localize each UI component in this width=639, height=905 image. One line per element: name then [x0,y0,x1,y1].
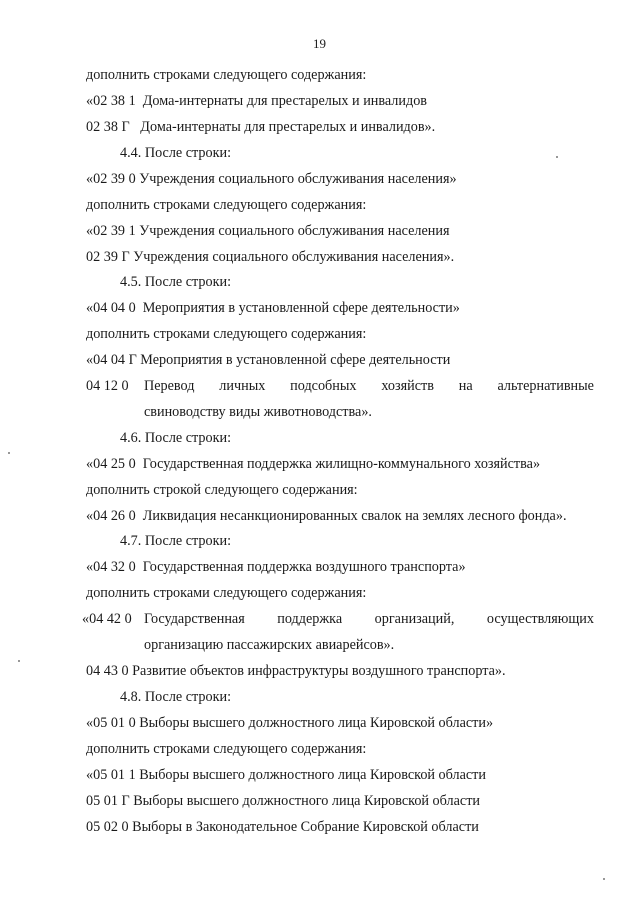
text-line: 02 38 Г Дома-интернаты для престарелых и инвалидов». [86,119,436,135]
scan-speck [8,452,10,454]
text-line: «05 01 1 Выборы высшего должностного лица Кировской области [86,767,486,783]
section-heading: 4.4. После строки: [120,145,232,161]
text-line: «02 39 1 Учреждения социального обслуживания населения [86,223,450,239]
text-line: «02 39 0 Учреждения социального обслуживания населения» [86,171,457,187]
text-line: организацию пассажирских авиарейсов». [144,637,395,653]
text-line: 04 43 0 Развитие объектов инфраструктуры воздушного транспорта». [86,663,506,679]
word: поддержка [277,611,343,627]
word: организаций, [374,611,455,627]
text-line: «04 25 0 Государственная поддержка жилищно-коммунального хозяйства» [86,456,541,472]
word: Государственная [144,611,245,627]
text-line: свиноводству виды животноводства». [144,404,372,420]
text-line: дополнить строками следующего содержания: [86,585,367,601]
justified-line [144,377,594,395]
line-code: «04 42 0 [82,611,132,627]
text-line: 05 01 Г Выборы высшего должностного лица Кировской области [86,793,480,809]
scan-speck [603,878,605,880]
scan-speck [18,660,20,662]
word: осуществляющих [486,611,594,627]
scan-speck [556,156,558,158]
text-line: «05 01 0 Выборы высшего должностного лица Кировской области» [86,715,494,731]
section-heading: 4.5. После строки: [120,274,232,290]
word: личных [219,378,266,394]
text-line: дополнить строками следующего содержания: [86,741,367,757]
text-line: дополнить строкой следующего содержания: [86,482,358,498]
line-code: 04 12 0 [86,378,129,394]
text-line: «04 04 0 Мероприятия в установленной сфере деятельности» [86,300,460,316]
word: подсобных [290,378,357,394]
justified-line [144,610,594,628]
section-heading: 4.8. После строки: [120,689,232,705]
word: Перевод [144,378,195,394]
text-line: дополнить строками следующего содержания: [86,326,367,342]
text-line: 02 39 Г Учреждения социального обслуживания населения». [86,249,455,265]
text-line: «04 26 0 Ликвидация несанкционированных свалок на землях лесного фонда». [86,508,567,524]
text-line: «04 04 Г Мероприятия в установленной сфере деятельности [86,352,451,368]
text-line: дополнить строками следующего содержания: [86,67,367,83]
text-line: «04 32 0 Государственная поддержка воздушного транспорта» [86,559,466,575]
text-line: 05 02 0 Выборы в Законодательное Собрание Кировской области [86,819,479,835]
page-number: 19 [313,36,326,51]
section-heading: 4.7. После строки: [120,533,232,549]
word: на [458,378,473,394]
word: хозяйств [381,378,434,394]
section-heading: 4.6. После строки: [120,430,232,446]
word: альтернативные [497,378,594,394]
text-line: дополнить строками следующего содержания: [86,197,367,213]
text-line: «02 38 1 Дома-интернаты для престарелых и инвалидов [86,93,427,109]
